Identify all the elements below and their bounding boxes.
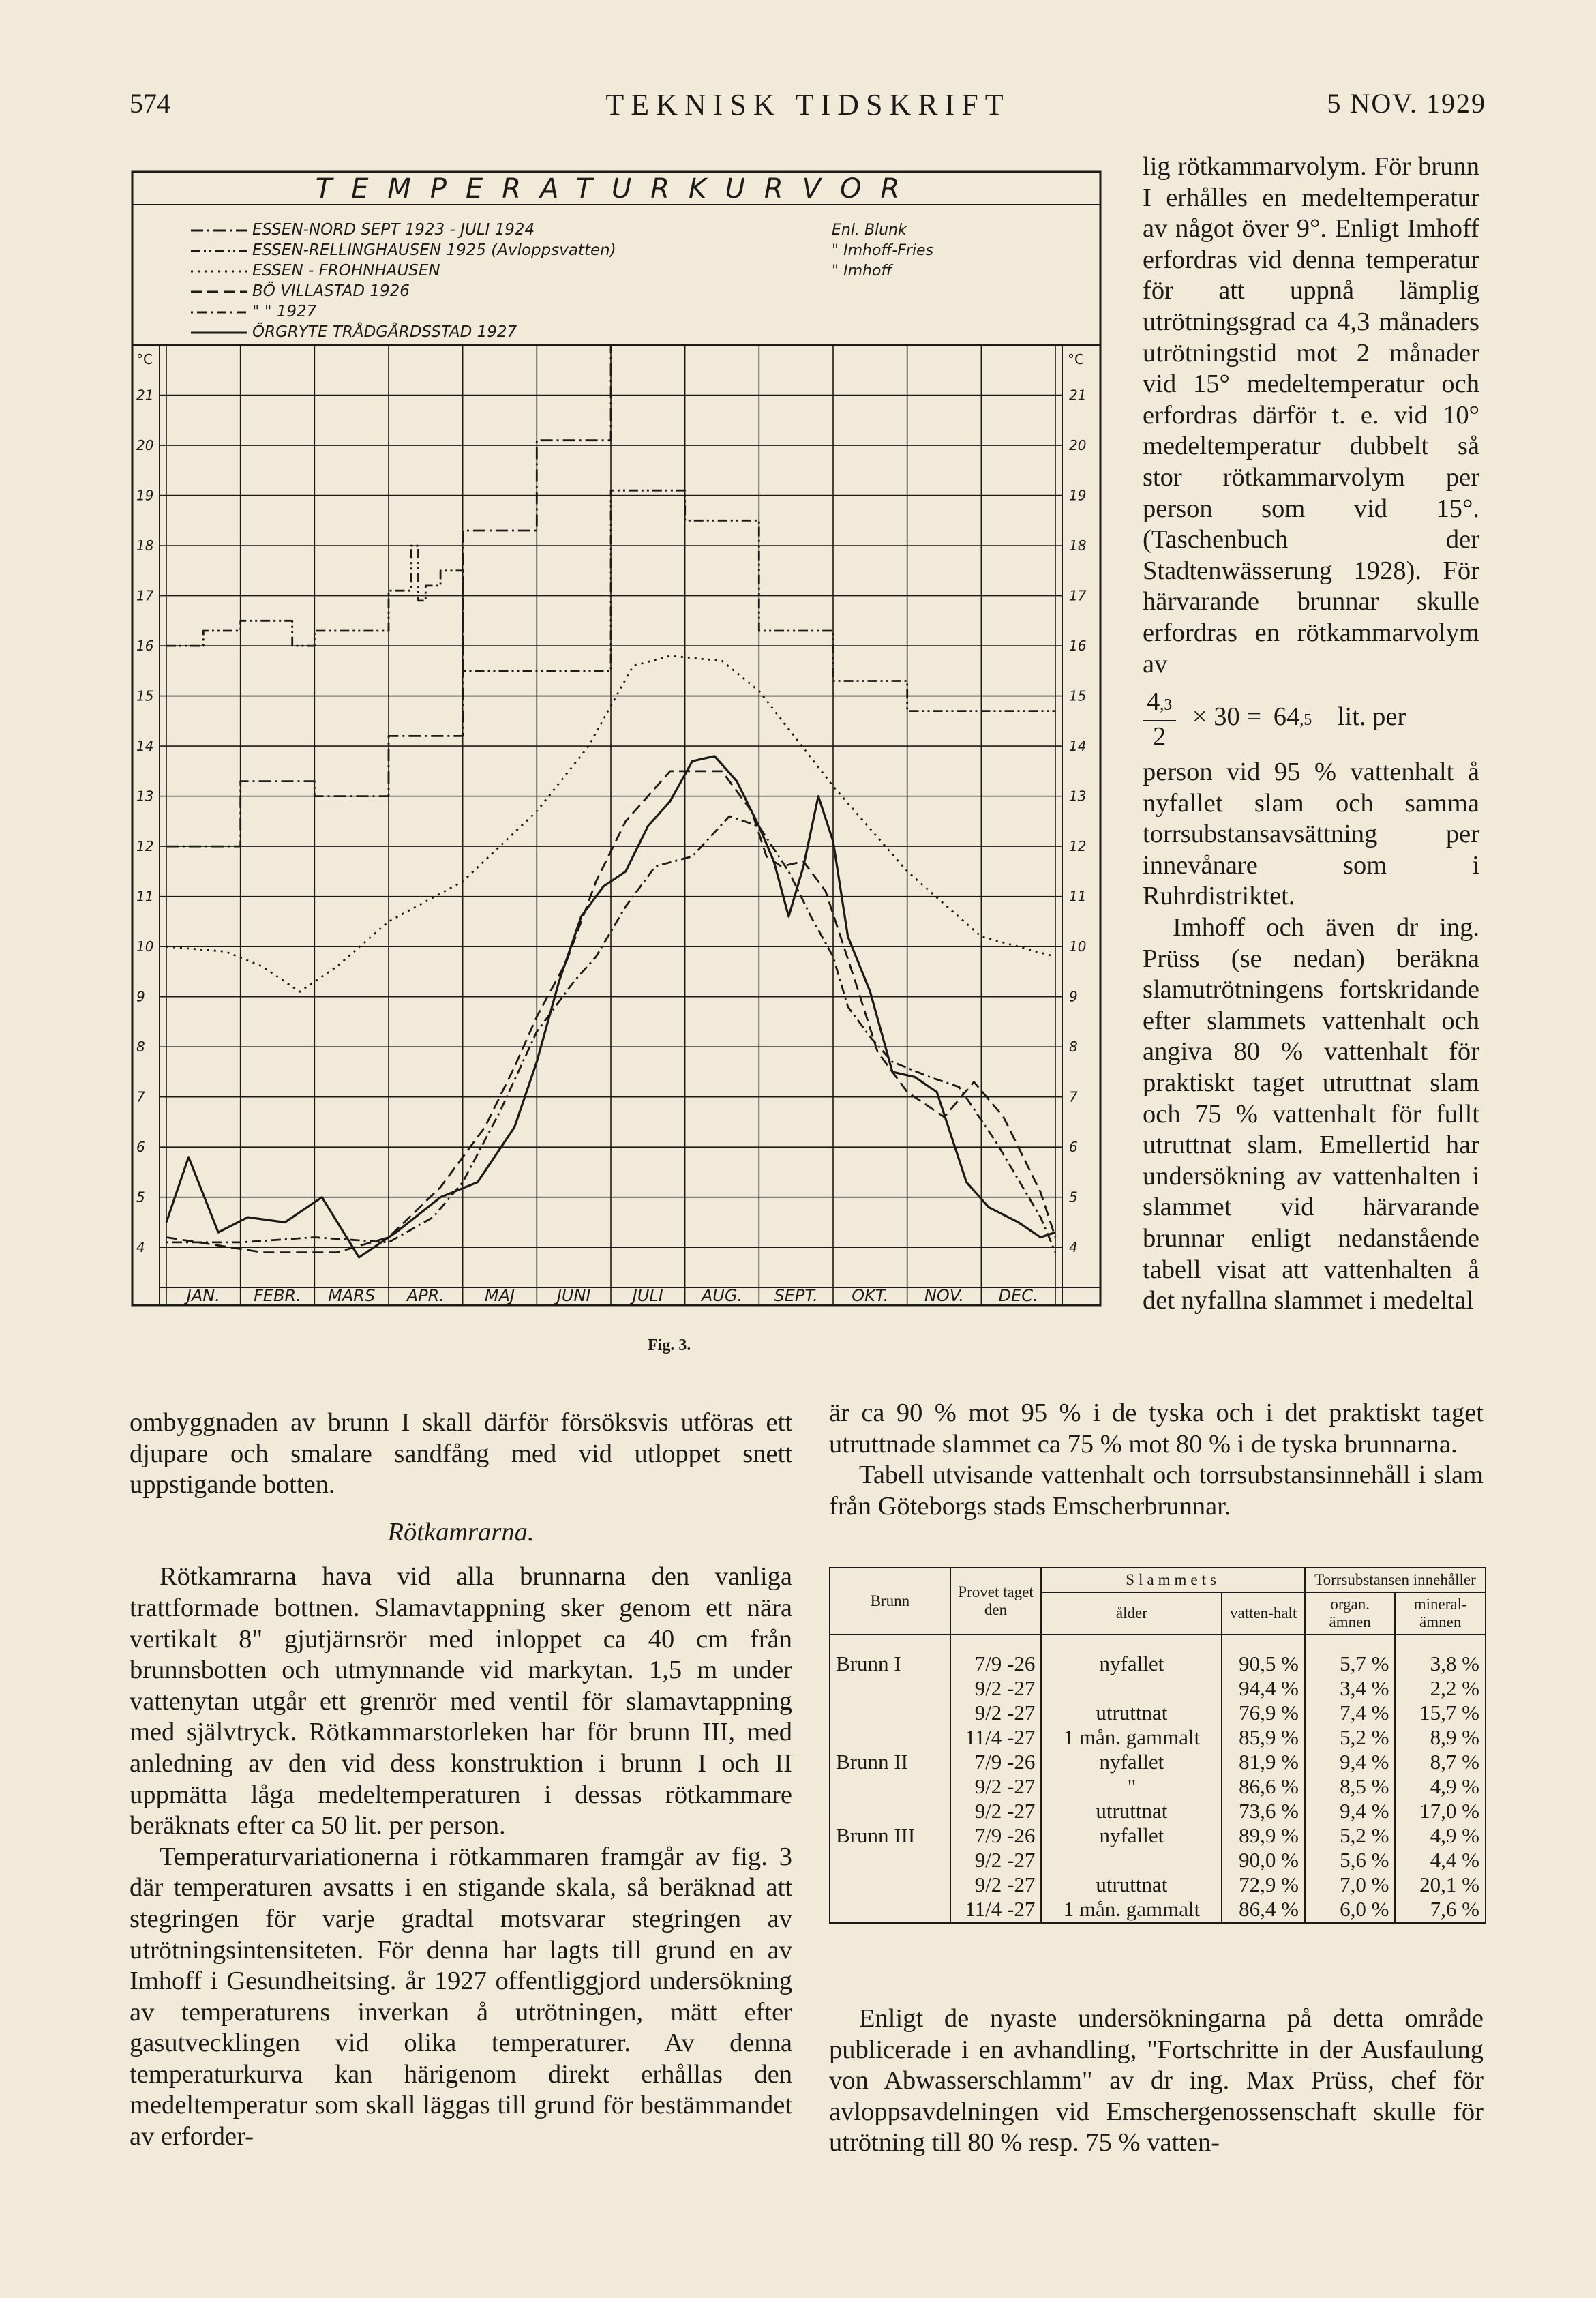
y-tick-left: 16: [136, 638, 154, 655]
formula: [1143, 687, 1479, 751]
cell-mineral: 4,9 %: [1395, 1774, 1486, 1799]
cell-water: 90,0 %: [1222, 1848, 1304, 1872]
th-mineral: mineral-ämnen: [1395, 1592, 1486, 1635]
cell-mineral: 2,2 %: [1395, 1676, 1486, 1701]
y-tick-left: 18: [136, 537, 154, 554]
y-tick-right: 21: [1069, 387, 1087, 404]
cell-date: 9/2 -27: [950, 1848, 1042, 1872]
cell-age: ": [1041, 1774, 1222, 1799]
cell-mineral: 20,1 %: [1395, 1872, 1486, 1897]
month-label: DEC.: [998, 1286, 1038, 1305]
legend-note: Enl. Blunk: [832, 222, 907, 239]
y-tick-right: 4: [1069, 1239, 1078, 1256]
formula-result: 64,5: [1273, 702, 1312, 732]
y-tick-left: 10: [136, 938, 154, 955]
y-tick-left: 15: [136, 687, 154, 704]
y-tick-left: 6: [136, 1139, 145, 1156]
table-row: [830, 1799, 1486, 1823]
cell-age: [1041, 1676, 1222, 1701]
sludge-table: [829, 1567, 1486, 1924]
y-tick-left: 5: [136, 1189, 145, 1206]
cell-brunn: [830, 1897, 950, 1923]
cell-brunn: [830, 1725, 950, 1750]
wide-text: [829, 1398, 1484, 1522]
cell-age: 1 mån. gammalt: [1041, 1725, 1222, 1750]
wide-paragraph-2: Tabell utvisande vattenhalt och torrsubstansinnehåll i slam från Göteborgs stads Emscherbrunnar.: [829, 1461, 1484, 1521]
month-label: FEBR.: [254, 1286, 301, 1305]
month-label: AUG.: [701, 1286, 743, 1305]
cell-brunn: [830, 1676, 950, 1701]
y-tick-left: 21: [136, 387, 154, 404]
cell-water: 85,9 %: [1222, 1725, 1304, 1750]
page-header: [130, 87, 1486, 128]
legend-label: ESSEN - FROHNHAUSEN: [252, 262, 440, 280]
y-tick-right: 16: [1069, 638, 1087, 655]
legend-note: " Imhoff-Fries: [832, 242, 934, 259]
cell-organ: 3,4 %: [1305, 1676, 1396, 1701]
table-row: [830, 1701, 1486, 1725]
y-tick-right: 6: [1069, 1139, 1078, 1156]
cell-date: 9/2 -27: [950, 1799, 1042, 1823]
cell-mineral: 4,9 %: [1395, 1823, 1486, 1848]
cell-date: 7/9 -26: [950, 1750, 1042, 1774]
y-tick-right: 13: [1069, 788, 1087, 805]
table-row: [830, 1725, 1486, 1750]
cell-water: 86,4 %: [1222, 1897, 1304, 1923]
cell-age: 1 mån. gammalt: [1041, 1897, 1222, 1923]
table-row: [830, 1897, 1486, 1923]
month-label: APR.: [406, 1286, 445, 1305]
table-row: [830, 1823, 1486, 1848]
cell-water: 89,9 %: [1222, 1823, 1304, 1848]
cell-mineral: 15,7 %: [1395, 1701, 1486, 1725]
cell-mineral: 8,7 %: [1395, 1750, 1486, 1774]
legend-label: ESSEN-RELLINGHAUSEN 1925 (Avloppsvatten): [252, 241, 616, 259]
legend-label: ÖRGRYTE TRÅDGÅRDSSTAD 1927: [252, 323, 517, 341]
month-label: MAJ: [484, 1286, 515, 1305]
table-row: [830, 1635, 1486, 1676]
cell-organ: 9,4 %: [1305, 1750, 1396, 1774]
cell-water: 76,9 %: [1222, 1701, 1304, 1725]
y-tick-right: 12: [1069, 838, 1087, 855]
cell-mineral: 17,0 %: [1395, 1799, 1486, 1823]
cell-date: 9/2 -27: [950, 1701, 1042, 1725]
cell-water: 72,9 %: [1222, 1872, 1304, 1897]
table-row: [830, 1774, 1486, 1799]
section-heading: Rötkamrarna.: [387, 1517, 534, 1547]
cell-organ: 5,7 %: [1305, 1635, 1396, 1676]
cell-date: 9/2 -27: [950, 1774, 1042, 1799]
cell-organ: 5,2 %: [1305, 1725, 1396, 1750]
y-tick-right: 17: [1069, 587, 1087, 604]
y-tick-right: 7: [1069, 1088, 1078, 1105]
th-organ: organ. ämnen: [1305, 1592, 1396, 1635]
cell-date: 11/4 -27: [950, 1725, 1042, 1750]
figure-caption: Fig. 3.: [648, 1337, 691, 1354]
cell-brunn: Brunn I: [830, 1635, 950, 1676]
y-tick-left: 8: [136, 1039, 145, 1056]
y-tick-left: 4: [136, 1239, 145, 1256]
month-label: JULI: [632, 1286, 663, 1305]
left-paragraph-1: ombyggnaden av brunn I skall därför försöksvis utföras ett djupare och smalare sandfång med vid utloppet snett uppstigande botten.: [130, 1408, 792, 1499]
y-tick-left: 19: [136, 487, 154, 504]
right-column: [1143, 151, 1479, 1317]
temperature-chart: [130, 169, 1104, 1308]
month-label: JUNI: [556, 1286, 591, 1305]
y-tick-left: 12: [136, 838, 154, 855]
month-label: OKT.: [852, 1286, 889, 1305]
th-slammets: Slammets: [1041, 1568, 1305, 1592]
formula-fraction: $\frac{4,3}{2}$: [1143, 687, 1176, 751]
formula-operator: × 30 =: [1192, 702, 1262, 732]
table-row: [830, 1872, 1486, 1897]
table-row: [830, 1676, 1486, 1701]
unit-label-left: °C: [136, 351, 153, 368]
cell-brunn: [830, 1701, 950, 1725]
cell-organ: 5,6 %: [1305, 1848, 1396, 1872]
cell-brunn: [830, 1848, 950, 1872]
y-tick-left: 13: [136, 788, 154, 805]
y-tick-right: 19: [1069, 487, 1087, 504]
cell-organ: 7,4 %: [1305, 1701, 1396, 1725]
th-vattenhalt: vatten-halt: [1222, 1592, 1304, 1635]
cell-organ: 7,0 %: [1305, 1872, 1396, 1897]
cell-age: [1041, 1848, 1222, 1872]
cell-organ: 5,2 %: [1305, 1823, 1396, 1848]
right-paragraph-3: Imhoff och även dr ing. Prüss (se nedan) beräkna slamutrötningens fortskridande efter slammets vattenhalt och angiva 80 % vattenhalt för praktiskt taget utruttnat slam och 75 % vattenhalt för fullt utruttnat slam. Emellertid har undersökning av vattenhalten i slammet vid härvarande brunnar enligt nedanstående tabell visat att vattenhalten å det nyfallna slammet i medeltal: [1143, 913, 1479, 1315]
cell-brunn: [830, 1872, 950, 1897]
y-tick-right: 18: [1069, 537, 1087, 554]
y-tick-left: 14: [136, 738, 154, 755]
cell-brunn: [830, 1774, 950, 1799]
cell-age: utruttnat: [1041, 1799, 1222, 1823]
month-label: MARS: [328, 1286, 376, 1305]
th-provet: Provet taget den: [950, 1568, 1042, 1635]
left-paragraph-2: Rötkamrarna hava vid alla brunnarna den vanliga trattformade bottnen. Slamavtappning sker genom ett nära vertikalt 8" gjutjärnsrör med inloppet ca 40 cm från brunnsbotten och utmynnande vid markytan. 1,5 m under vattenytan utgår ett grenrör med ventil för slamavtappning med självtryck. Rötkammarstorleken har för brunn III, med anledning av den vid dess konstruktion i brunn I och II uppmätta låga medeltemperaturen i dessas rötkammare beräknats efter ca 50 lit. per person.: [130, 1562, 792, 1840]
left-paragraph-3: Temperaturvariationerna i rötkammaren framgår av fig. 3 där temperaturen avsatts i en stigande skala, så beräknad att stegringen för varje gradtal motsvarar stegringen av utrötningsintensiteten. För denna har lagts till grund en av Imhoff i Gesundheitsing. år 1927 offentliggjord undersökning av temperaturens inverkan å utrötningen, mätt efter gasutvecklingen vid olika temperaturer. Av denna temperaturkurva kan härigenom direkt erhållas den medeltemperatur som skall läggas till grund för bestämmandet av erforder-: [130, 1842, 792, 2151]
cell-water: 90,5 %: [1222, 1635, 1304, 1676]
cell-age: utruttnat: [1041, 1701, 1222, 1725]
cell-organ: 9,4 %: [1305, 1799, 1396, 1823]
y-tick-right: 9: [1069, 988, 1078, 1005]
issue-date: 5 NOV. 1929: [1327, 88, 1486, 119]
unit-label-right: °C: [1068, 351, 1084, 368]
right-paragraph-1: lig rötkammarvolym. För brunn I erhålles en medeltemperatur av något över 9°. Enligt Imhoff erfordras vid denna temperatur för att uppnå lämplig utrötningsgrad ca 4,3 månaders utrötningstid mot 2 månader vid 15° medeltemperatur och erfordras därför t. e. vid 10° medeltemperatur dubbelt så stor rötkammarvolym per person som vid 15°. (Taschenbuch der Stadtenwässerung 1928). För härvarande brunnar skulle erfordras en rötkammarvolym av: [1143, 152, 1479, 678]
cell-water: 73,6 %: [1222, 1799, 1304, 1823]
cell-age: nyfallet: [1041, 1750, 1222, 1774]
cell-mineral: 7,6 %: [1395, 1897, 1486, 1923]
y-tick-left: 17: [136, 587, 154, 604]
cell-mineral: 3,8 %: [1395, 1635, 1486, 1676]
page-number: 574: [130, 88, 170, 119]
y-tick-left: 7: [136, 1088, 145, 1105]
cell-brunn: Brunn III: [830, 1823, 950, 1848]
y-tick-left: 20: [136, 437, 154, 454]
y-tick-right: 20: [1069, 437, 1087, 454]
chart-title: TEMPERATURKURVOR: [315, 173, 919, 205]
table-row: [830, 1848, 1486, 1872]
cell-mineral: 8,9 %: [1395, 1725, 1486, 1750]
cell-organ: 6,0 %: [1305, 1897, 1396, 1923]
cell-age: utruttnat: [1041, 1872, 1222, 1897]
th-torrsub: Torrsubstansen innehåller: [1305, 1568, 1486, 1592]
wide-paragraph-1: är ca 90 % mot 95 % i de tyska och i det praktiskt taget utruttnade slammet ca 75 % mot 80 % i de tyska brunnarna.: [829, 1399, 1484, 1459]
month-label: JAN.: [186, 1286, 220, 1305]
y-tick-left: 11: [136, 888, 154, 905]
cell-date: 9/2 -27: [950, 1872, 1042, 1897]
cell-date: 7/9 -26: [950, 1635, 1042, 1676]
cell-water: 86,6 %: [1222, 1774, 1304, 1799]
cell-organ: 8,5 %: [1305, 1774, 1396, 1799]
cell-age: nyfallet: [1041, 1823, 1222, 1848]
cell-date: 9/2 -27: [950, 1676, 1042, 1701]
th-brunn: Brunn: [830, 1568, 950, 1635]
y-tick-right: 15: [1069, 687, 1087, 704]
month-label: NOV.: [924, 1286, 965, 1305]
journal-title: TEKNISK TIDSKRIFT: [605, 88, 1010, 121]
right-paragraph-2: person vid 95 % vattenhalt å nyfallet slam och samma torrsubstansavsättning per innevånare som i Ruhrdistriktet.: [1143, 758, 1479, 911]
cell-water: 94,4 %: [1222, 1676, 1304, 1701]
left-column: [130, 1407, 792, 2153]
cell-water: 81,9 %: [1222, 1750, 1304, 1774]
cell-brunn: [830, 1799, 950, 1823]
y-tick-left: 9: [136, 988, 145, 1005]
cell-age: nyfallet: [1041, 1635, 1222, 1676]
cell-mineral: 4,4 %: [1395, 1848, 1486, 1872]
y-tick-right: 8: [1069, 1039, 1078, 1056]
bottom-text: [829, 2003, 1484, 2159]
legend-note: " Imhoff: [832, 263, 892, 280]
y-tick-right: 5: [1069, 1189, 1078, 1206]
legend-label: ESSEN-NORD SEPT 1923 - JULI 1924: [252, 221, 535, 239]
th-alder: ålder: [1041, 1592, 1222, 1635]
table-row: [830, 1750, 1486, 1774]
cell-date: 7/9 -26: [950, 1823, 1042, 1848]
month-label: SEPT.: [774, 1286, 818, 1305]
formula-unit: lit. per: [1337, 702, 1406, 732]
legend-label: BÖ VILLASTAD 1926: [252, 282, 410, 300]
cell-date: 11/4 -27: [950, 1897, 1042, 1923]
y-tick-right: 10: [1069, 938, 1087, 955]
figure-frame: [132, 172, 1100, 1305]
cell-brunn: Brunn II: [830, 1750, 950, 1774]
y-tick-right: 11: [1069, 888, 1087, 905]
legend-label: " " 1927: [252, 303, 317, 320]
y-tick-right: 14: [1069, 738, 1087, 755]
bottom-paragraph-1: Enligt de nyaste undersökningarna på detta område publicerade i en avhandling, "Fortschritte in der Ausfaulung von Abwasserschlamm" av dr ing. Max Prüss, chef för avloppsavdelningen vid Emschergenossenschaft skulle för utrötning till 80 % resp. 75 % vatten-: [829, 2004, 1484, 2158]
